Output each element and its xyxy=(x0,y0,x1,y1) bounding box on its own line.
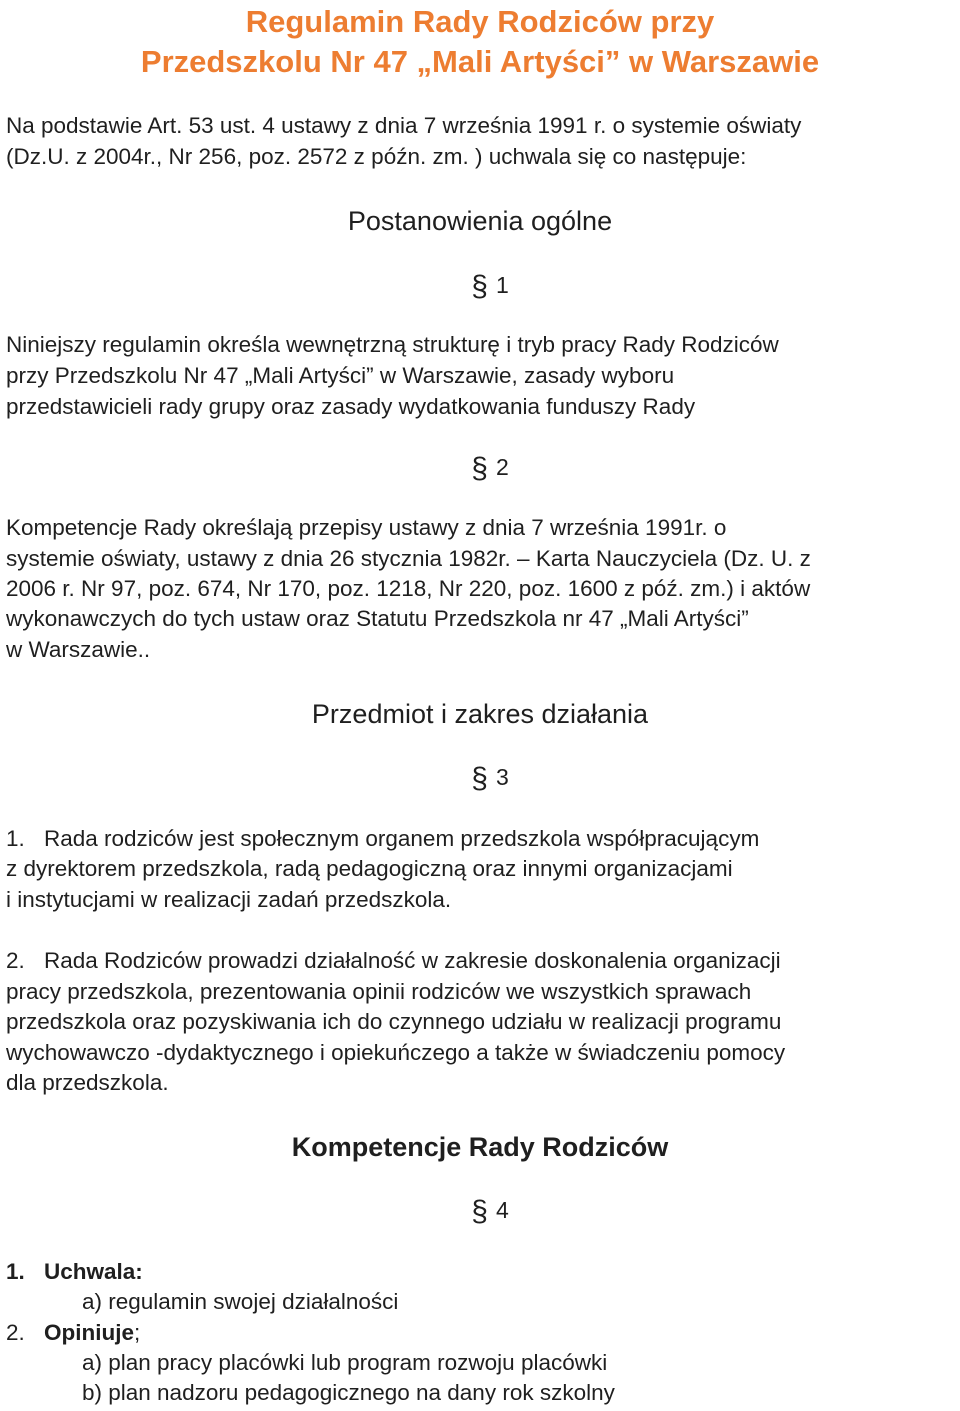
competence-item-2b: b) plan nadzoru pedagogicznego na dany rok szkolny xyxy=(82,1380,615,1405)
par3-item-2-line-3: przedszkola oraz pozyskiwania ich do czynnego udziału w realizacji programu xyxy=(6,1009,782,1034)
par3-item-2-line-2: pracy przedszkola, prezentowania opinii rodziców we wszystkich sprawach xyxy=(6,979,752,1004)
par3-item-1-line-2: z dyrektorem przedszkola, radą pedagogiczną oraz innymi organizacjami xyxy=(6,856,733,881)
paragraph-number: 4 xyxy=(495,1197,509,1223)
paragraph-1-marker xyxy=(0,270,960,302)
competence-item-1 xyxy=(6,1257,143,1287)
list-text: Rada Rodziców prowadzi działalność w zakresie doskonalenia organizacji xyxy=(44,948,781,973)
paragraph-number: 3 xyxy=(495,764,509,790)
par3-item-1-line-1 xyxy=(6,824,759,854)
list-number: 2. xyxy=(6,948,25,973)
par1-line-1: Niniejszy regulamin określa wewnętrzną strukturę i tryb pracy Rady Rodziców xyxy=(6,332,779,357)
paragraph-2-marker xyxy=(0,452,960,484)
par2-line-1: Kompetencje Rady określają przepisy ustawy z dnia 7 września 1991r. o xyxy=(6,515,727,540)
par1-line-3: przedstawicieli rady grupy oraz zasady wydatkowania funduszy Rady xyxy=(6,394,696,419)
section-sign: § xyxy=(471,270,488,303)
par2-line-3: 2006 r. Nr 97, poz. 674, Nr 170, poz. 1218, Nr 220, poz. 1600 z póź. zm.) i aktów xyxy=(6,576,811,601)
heading-general-provisions: Postanowienia ogólne xyxy=(347,206,613,236)
document-title-line-2: Przedszkolu Nr 47 „Mali Artyści” w Warszawie xyxy=(140,44,820,79)
heading-scope: Przedmiot i zakres działania xyxy=(311,699,649,729)
paragraph-number: 1 xyxy=(495,272,509,298)
par2-line-5: w Warszawie.. xyxy=(6,637,151,662)
list-number: 1. xyxy=(6,826,25,851)
par3-item-2-line-5: dla przedszkola. xyxy=(6,1070,169,1095)
paragraph-number: 2 xyxy=(495,454,509,480)
list-label-punct: ; xyxy=(134,1320,141,1345)
section-sign: § xyxy=(471,762,488,795)
intro-line-2: (Dz.U. z 2004r., Nr 256, poz. 2572 z późn. zm. ) uchwala się co następuje: xyxy=(6,144,747,169)
competence-item-2a: a) plan pracy placówki lub program rozwoju placówki xyxy=(82,1350,608,1375)
par3-item-1-line-3: i instytucjami w realizacji zadań przedszkola. xyxy=(6,887,452,912)
list-label: Opiniuje xyxy=(44,1320,134,1345)
list-text: Rada rodziców jest społecznym organem przedszkola współpracującym xyxy=(44,826,760,851)
par2-line-2: systemie oświaty, ustawy z dnia 26 stycznia 1982r. – Karta Nauczyciela (Dz. U. z xyxy=(6,546,811,571)
intro-line-1: Na podstawie Art. 53 ust. 4 ustawy z dnia 7 września 1991 r. o systemie oświaty xyxy=(6,113,802,138)
par1-line-2: przy Przedszkolu Nr 47 „Mali Artyści” w Warszawie, zasady wyboru xyxy=(6,363,675,388)
paragraph-3-marker xyxy=(0,762,960,794)
list-label: Uchwala: xyxy=(44,1259,143,1284)
par2-line-4: wykonawczych do tych ustaw oraz Statutu Przedszkola nr 47 „Mali Artyści” xyxy=(6,606,749,631)
section-sign: § xyxy=(471,452,488,485)
par3-item-2-line-1 xyxy=(6,946,781,976)
section-sign: § xyxy=(471,1195,488,1228)
competence-item-1a: a) regulamin swojej działalności xyxy=(82,1289,399,1314)
document-title-line-1: Regulamin Rady Rodziców przy xyxy=(245,4,715,39)
competence-item-2 xyxy=(6,1318,140,1348)
list-number: 2. xyxy=(6,1320,25,1345)
par3-item-2-line-4: wychowawczo -dydaktycznego i opiekuńczego a także w świadczeniu pomocy xyxy=(6,1040,786,1065)
list-number: 1. xyxy=(6,1259,25,1284)
heading-competence: Kompetencje Rady Rodziców xyxy=(291,1132,669,1162)
paragraph-4-marker xyxy=(0,1195,960,1227)
